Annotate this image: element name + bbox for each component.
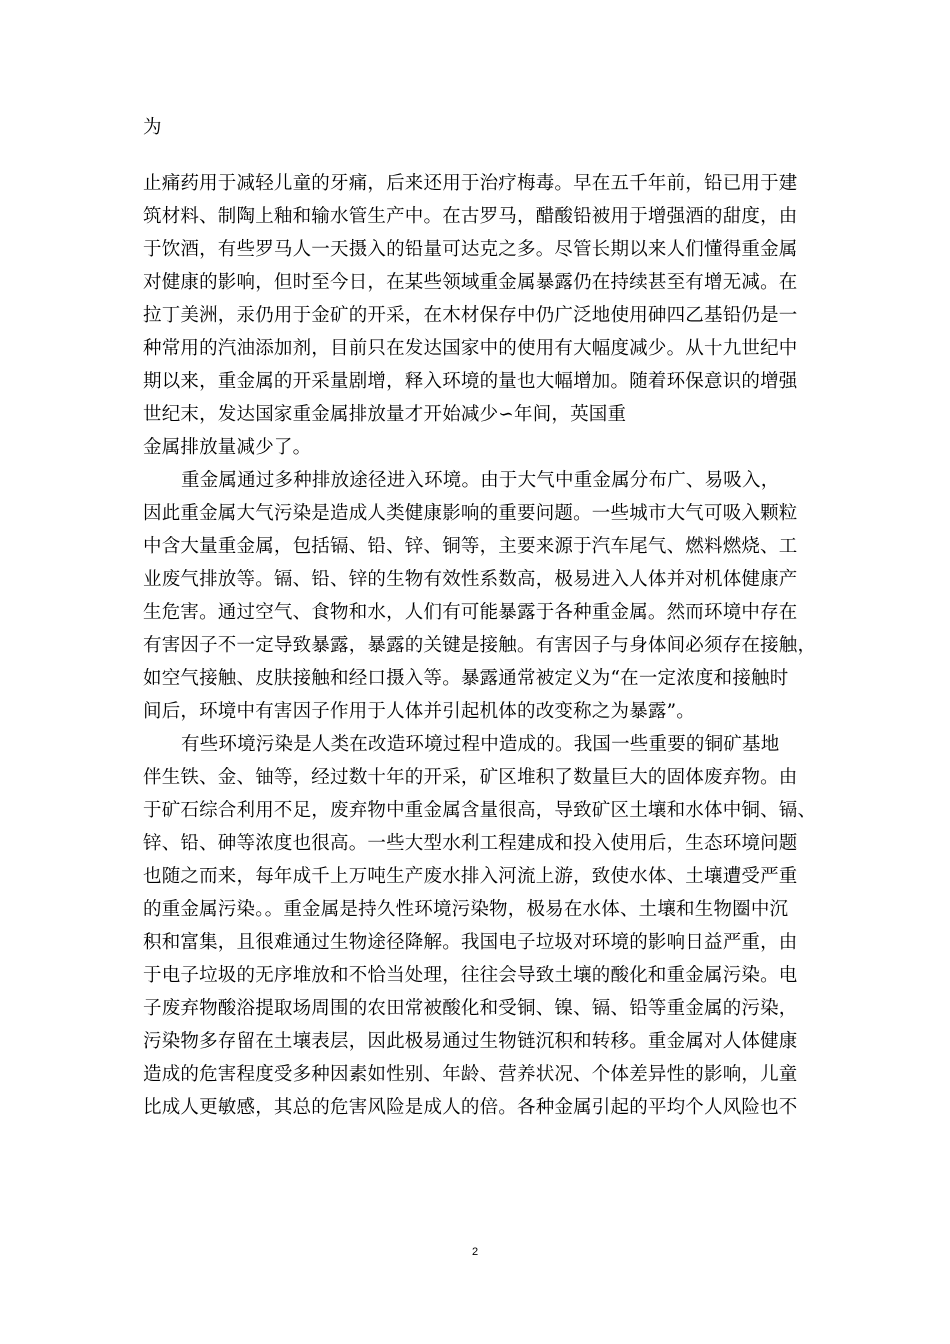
text-line: 世纪末，发达国家重金属排放量才开始减少∽年间，英国重	[143, 404, 627, 425]
text-line: 对健康的影响，但时至今日，在某些领域重金属暴露仍在持续甚至有增无减。在	[143, 272, 798, 293]
text-line: 的重金属污染。。重金属是持久性环境污染物，极易在水体、土壤和生物圈中沉	[143, 899, 789, 920]
text-line: 拉丁美洲，汞仍用于金矿的开采，在木材保存中仍广泛地使用砷四乙基铅仍是一	[143, 305, 798, 326]
text-line: 因此重金属大气污染是造成人类健康影响的重要问题。一些城市大气可吸入颗粒	[143, 503, 798, 524]
text-line: 如空气接触、皮肤接触和经口摄入等。暴露通常被定义为“在一定浓度和接触时	[143, 668, 789, 689]
text-line: 期以来，重金属的开采量剧增，释入环境的量也大幅增加。随着环保意识的增强	[143, 371, 798, 392]
text-line: 为	[143, 117, 162, 138]
text-line: 金属排放量减少了。	[143, 437, 312, 458]
text-line: 间后，环境中有害因子作用于人体并引起机体的改变称之为暴露”。	[143, 701, 695, 722]
text-line: 止痛药用于减轻儿童的牙痛，后来还用于治疗梅毒。早在五千年前，铅已用于建	[143, 173, 798, 194]
page-number: 2	[471, 1246, 479, 1258]
text-line: 有害因子不一定导致暴露，暴露的关键是接触。有害因子与身体间必须存在接触，	[143, 635, 817, 656]
text-line: 业废气排放等。镉、铅、锌的生物有效性系数高，极易进入人体并对机体健康产	[143, 569, 798, 590]
text-line: 筑材料、制陶上釉和输水管生产中。在古罗马，醋酸铅被用于增强酒的甜度，由	[143, 206, 798, 227]
text-line: 于矿石综合利用不足，废弃物中重金属含量很高，导致矿区土壤和水体中铜、镉、	[143, 800, 817, 821]
text-line: 于饮酒，有些罗马人一天摄入的铅量可达克之多。尽管长期以来人们懂得重金属	[143, 239, 798, 260]
text-line: 生危害。通过空气、食物和水，人们有可能暴露于各种重金属。然而环境中存在	[143, 602, 798, 623]
text-line: 造成的危害程度受多种因素如性别、年龄、营养状况、个体差异性的影响，儿童	[143, 1064, 798, 1085]
text-line: 种常用的汽油添加剂，目前只在发达国家中的使用有大幅度减少。从十九世纪中	[143, 338, 798, 359]
text-line: 子废弃物酸浴提取场周围的农田常被酸化和受铜、镍、镉、铅等重金属的污染，	[143, 998, 798, 1019]
text-line: 锌、铅、砷等浓度也很高。一些大型水利工程建成和投入使用后，生态环境问题	[143, 833, 798, 854]
text-line: 伴生铁、金、铀等，经过数十年的开采，矿区堆积了数量巨大的固体废弃物。由	[143, 767, 798, 788]
text-line: 重金属通过多种排放途径进入环境。由于大气中重金属分布广、易吸入，	[181, 470, 780, 491]
text-line: 污染物多存留在土壤表层，因此极易通过生物链沉积和转移。重金属对人体健康	[143, 1031, 798, 1052]
text-line: 也随之而来，每年成千上万吨生产废水排入河流上游，致使水体、土壤遭受严重	[143, 866, 798, 887]
text-line: 于电子垃圾的无序堆放和不恰当处理，往往会导致土壤的酸化和重金属污染。电	[143, 965, 798, 986]
text-line: 有些环境污染是人类在改造环境过程中造成的。我国一些重要的铜矿基地	[181, 734, 780, 755]
text-line: 中含大量重金属，包括镉、铅、锌、铜等，主要来源于汽车尾气、燃料燃烧、工	[143, 536, 798, 557]
text-line: 比成人更敏感，其总的危害风险是成人的倍。各种金属引起的平均个人风险也不	[143, 1097, 798, 1118]
text-line: 积和富集，且很难通过生物途径降解。我国电子垃圾对环境的影响日益严重，由	[143, 932, 798, 953]
